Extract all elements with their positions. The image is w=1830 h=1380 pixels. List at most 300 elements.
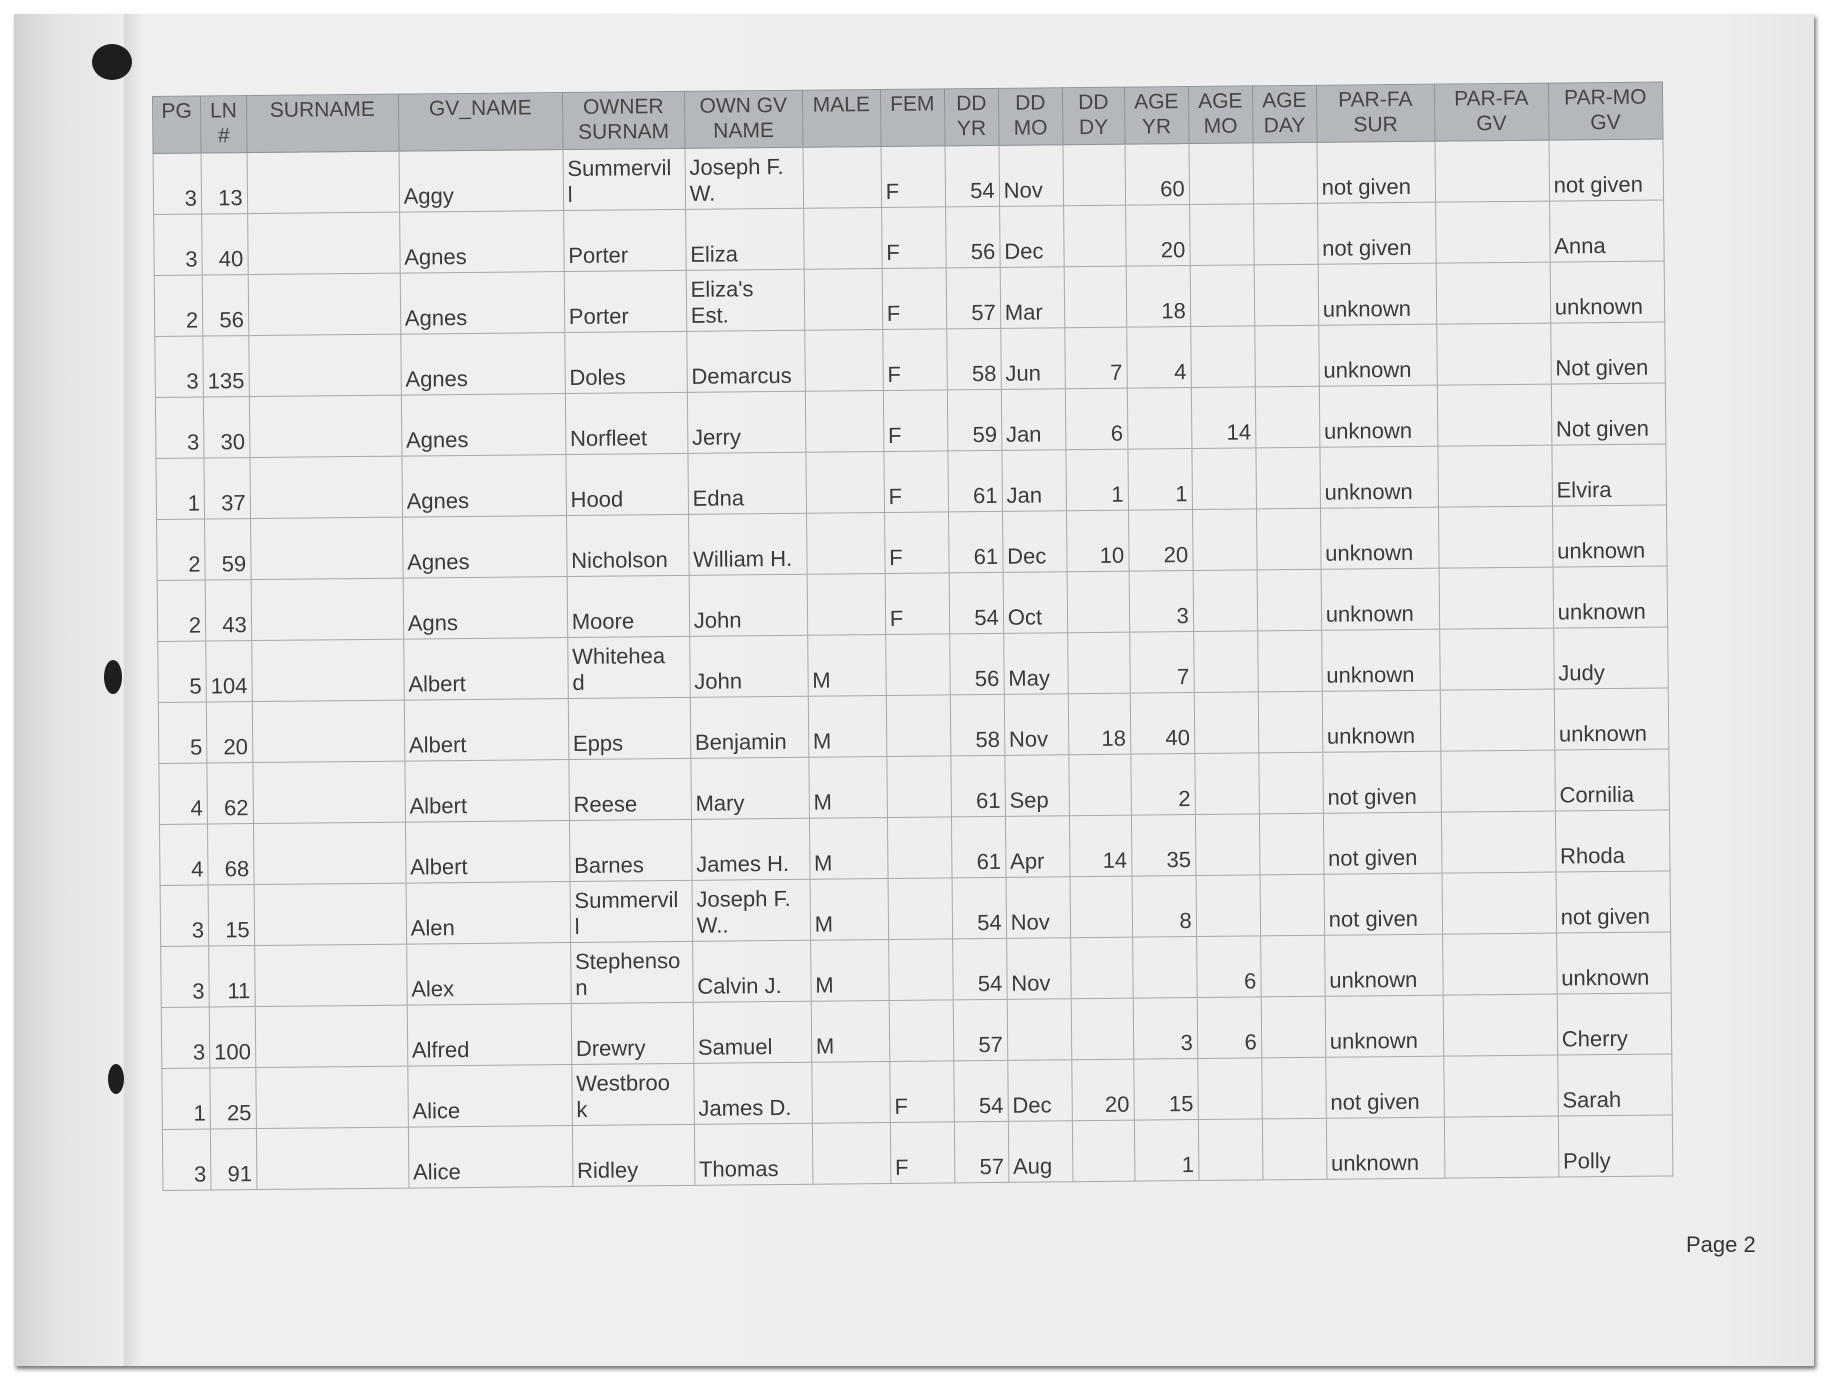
cell-fem: F	[881, 146, 946, 208]
cell-dd-mo	[1007, 999, 1072, 1061]
cell-par-fa-gv	[1439, 567, 1554, 629]
cell-age-mo	[1190, 265, 1255, 327]
cell-dd-yr: 57	[954, 1121, 1009, 1183]
cell-fem: F	[890, 1061, 955, 1123]
cell-dd-yr: 59	[947, 389, 1002, 451]
cell-fem: F	[883, 390, 948, 452]
cell-own-gv-name: William H.	[688, 513, 807, 575]
header-line: GV_NAME	[428, 96, 532, 121]
cell-dd-mo: Aug	[1008, 1121, 1073, 1183]
cell-age-day	[1254, 325, 1319, 387]
cell-dd-dy	[1070, 937, 1133, 999]
cell-age-mo	[1198, 1119, 1263, 1181]
page-fold-shadow	[124, 14, 144, 1366]
cell-age-mo	[1192, 448, 1257, 510]
cell-par-mo-gv: unknown	[1550, 261, 1665, 323]
cell-surname	[253, 822, 406, 884]
cell-age-day	[1255, 386, 1320, 448]
cell-own-gv-name: Thomas	[694, 1123, 813, 1185]
cell-owner-surnam: Hood	[566, 453, 689, 515]
cell-par-fa-sur: not given	[1323, 751, 1442, 813]
cell-owner-surnam: Reese	[569, 758, 692, 820]
cell-surname	[250, 456, 403, 518]
cell-age-yr: 18	[1126, 266, 1191, 328]
cell-owner-surnam: Ridley	[572, 1124, 695, 1186]
cell-gv-name: Albert	[403, 638, 568, 701]
cell-age-yr	[1127, 388, 1192, 450]
cell-dd-yr: 61	[948, 450, 1003, 512]
cell-par-mo-gv: not given	[1549, 139, 1664, 201]
cell-dd-dy: 7	[1064, 327, 1127, 389]
cell-pg: 5	[158, 702, 207, 763]
cell-surname	[254, 883, 407, 945]
cell-dd-mo: Oct	[1003, 572, 1068, 634]
cell-male: M	[811, 1000, 890, 1062]
column-header-dd-yr	[944, 88, 999, 146]
cell-par-mo-gv: Judy	[1553, 627, 1668, 689]
cell-dd-mo: Nov	[999, 145, 1064, 207]
cell-ln: 100	[209, 1007, 255, 1068]
records-table	[152, 81, 1673, 1190]
cell-male: M	[810, 878, 889, 940]
cell-pg: 3	[155, 336, 204, 397]
header-line: SURNAME	[269, 97, 375, 122]
cell-surname	[250, 517, 403, 579]
cell-fem: F	[884, 512, 949, 574]
cell-par-mo-gv: unknown	[1556, 932, 1671, 994]
cell-own-gv-name: Benjamin	[690, 696, 809, 758]
cell-dd-yr: 56	[949, 633, 1004, 695]
column-header-age-day	[1252, 85, 1317, 143]
cell-dd-dy: 10	[1066, 510, 1129, 572]
cell-pg: 3	[154, 214, 203, 275]
cell-age-day	[1254, 264, 1319, 326]
cell-par-fa-gv	[1441, 811, 1556, 873]
header-line: DD	[956, 91, 987, 116]
cell-age-yr: 40	[1130, 693, 1195, 755]
cell-fem	[888, 939, 953, 1001]
cell-par-fa-sur: unknown	[1318, 263, 1437, 325]
column-header-own-gv-name	[684, 90, 803, 148]
cell-pg: 2	[157, 519, 206, 580]
cell-owner-surnam: Barnes	[569, 819, 692, 881]
header-line: PAR-FA	[1454, 86, 1529, 111]
cell-gv-name: Agnes	[401, 333, 566, 396]
cell-dd-mo: Nov	[1006, 877, 1071, 939]
cell-own-gv-name: Demarcus	[687, 330, 806, 392]
cell-age-mo	[1194, 692, 1259, 754]
cell-male	[812, 1061, 891, 1123]
document-page	[14, 14, 1814, 1366]
cell-surname	[249, 334, 402, 396]
cell-age-day	[1259, 752, 1324, 814]
cell-surname	[256, 1127, 409, 1189]
cell-par-fa-gv	[1443, 1055, 1558, 1117]
cell-owner-surnam: Porter	[564, 270, 687, 332]
cell-age-yr: 2	[1131, 754, 1196, 816]
cell-par-mo-gv: Elvira	[1552, 444, 1667, 506]
cell-age-day	[1258, 691, 1323, 753]
column-header-pg	[153, 96, 202, 153]
cell-par-fa-gv	[1441, 750, 1556, 812]
cell-dd-mo: Dec	[1008, 1060, 1073, 1122]
header-line: DY	[1078, 115, 1109, 140]
cell-pg: 3	[161, 1007, 210, 1068]
cell-dd-yr: 54	[949, 572, 1004, 634]
cell-age-yr: 4	[1126, 327, 1191, 389]
cell-age-day	[1261, 996, 1326, 1058]
cell-age-mo	[1195, 814, 1260, 876]
cell-dd-mo: May	[1003, 633, 1068, 695]
column-header-par-fa-sur	[1316, 84, 1435, 142]
cell-owner-surnam: Stephenso n	[570, 941, 693, 1003]
cell-age-mo	[1195, 753, 1260, 815]
cell-fem: F	[884, 451, 949, 513]
cell-par-fa-sur: unknown	[1320, 507, 1439, 569]
cell-dd-dy: 1	[1066, 449, 1129, 511]
binder-hole-bottom	[108, 1064, 124, 1094]
cell-par-fa-gv	[1442, 933, 1557, 995]
header-line: YR	[956, 116, 987, 141]
cell-male	[803, 208, 882, 270]
cell-pg: 5	[158, 641, 207, 702]
cell-owner-surnam: Epps	[568, 697, 691, 759]
cell-own-gv-name: John	[689, 574, 808, 636]
cell-pg: 3	[155, 397, 204, 458]
cell-gv-name: Agns	[403, 577, 568, 640]
cell-dd-dy	[1072, 1120, 1135, 1182]
cell-pg: 3	[153, 153, 202, 214]
cell-dd-yr: 57	[946, 267, 1001, 329]
cell-par-fa-gv	[1444, 1116, 1559, 1178]
cell-gv-name: Albert	[404, 699, 569, 762]
cell-age-mo: 14	[1191, 387, 1256, 449]
header-line: PAR-FA	[1338, 87, 1413, 112]
cell-par-mo-gv: unknown	[1552, 505, 1667, 567]
cell-surname	[256, 1066, 409, 1128]
cell-age-yr	[1132, 937, 1197, 999]
cell-fem	[887, 817, 952, 879]
cell-age-day	[1253, 142, 1318, 204]
cell-male: M	[807, 634, 886, 696]
cell-dd-yr: 54	[952, 877, 1007, 939]
cell-age-mo	[1193, 570, 1258, 632]
table-body	[153, 139, 1673, 1190]
column-header-age-yr	[1124, 87, 1189, 145]
cell-dd-dy	[1070, 876, 1133, 938]
header-line: MO	[1203, 114, 1238, 138]
cell-dd-yr: 54	[952, 938, 1007, 1000]
cell-fem	[885, 634, 950, 696]
cell-age-yr: 1	[1134, 1120, 1199, 1182]
cell-dd-mo: Mar	[1000, 267, 1065, 329]
cell-male	[803, 147, 882, 209]
cell-ln: 91	[210, 1129, 256, 1190]
header-line: GV	[1590, 110, 1621, 135]
cell-age-day	[1262, 1057, 1327, 1119]
cell-par-fa-sur: unknown	[1321, 629, 1440, 691]
cell-surname	[251, 578, 404, 640]
cell-male	[804, 269, 883, 331]
cell-dd-dy: 6	[1065, 388, 1128, 450]
cell-owner-surnam: Doles	[565, 331, 688, 393]
column-header-par-fa-gv	[1434, 83, 1549, 141]
cell-gv-name: Albert	[405, 821, 570, 884]
cell-own-gv-name: James H.	[691, 818, 810, 880]
cell-ln: 62	[207, 763, 253, 824]
cell-age-day	[1253, 203, 1318, 265]
cell-age-day	[1257, 630, 1322, 692]
column-header-male	[802, 90, 881, 148]
header-line: SUR	[1353, 113, 1398, 137]
cell-own-gv-name: Eliza's Est.	[686, 269, 805, 331]
cell-fem: F	[881, 207, 946, 269]
cell-dd-yr: 61	[951, 755, 1006, 817]
cell-dd-dy	[1064, 266, 1127, 328]
cell-gv-name: Alex	[406, 943, 571, 1006]
cell-dd-yr: 54	[945, 145, 1000, 207]
cell-par-fa-gv	[1436, 262, 1551, 324]
cell-age-yr: 8	[1132, 876, 1197, 938]
cell-own-gv-name: Jerry	[687, 391, 806, 453]
header-line: NAME	[713, 119, 775, 143]
header-line: AGE	[1134, 90, 1179, 114]
cell-dd-dy	[1067, 632, 1130, 694]
header-line: SURNAM	[577, 120, 670, 144]
cell-par-fa-gv	[1442, 872, 1557, 934]
cell-par-mo-gv: unknown	[1553, 566, 1668, 628]
cell-par-mo-gv: Cornilia	[1555, 749, 1670, 811]
cell-owner-surnam: Summervil l	[570, 880, 693, 942]
cell-male	[805, 390, 884, 452]
cell-par-fa-sur: unknown	[1318, 324, 1437, 386]
cell-own-gv-name: Mary	[691, 757, 810, 819]
cell-dd-mo: Dec	[1002, 511, 1067, 573]
cell-dd-dy: 18	[1068, 693, 1131, 755]
cell-dd-yr: 54	[954, 1060, 1009, 1122]
cell-fem	[888, 878, 953, 940]
cell-surname	[254, 944, 407, 1006]
column-header-dd-mo	[998, 88, 1063, 146]
cell-surname	[253, 761, 406, 823]
binder-hole-top	[92, 44, 132, 80]
cell-ln: 37	[204, 458, 250, 519]
cell-male: M	[808, 695, 887, 757]
cell-par-fa-sur: unknown	[1325, 995, 1444, 1057]
records-table-wrapper	[152, 81, 1673, 1190]
cell-par-mo-gv: Not given	[1551, 383, 1666, 445]
cell-surname	[252, 700, 405, 762]
header-line: FEM	[890, 92, 935, 116]
cell-gv-name: Aggy	[399, 150, 564, 213]
header-line: OWNER	[582, 95, 664, 119]
header-line: PAR-MO	[1563, 85, 1647, 110]
cell-male	[807, 573, 886, 635]
cell-par-fa-gv	[1438, 506, 1553, 568]
cell-male	[806, 451, 885, 513]
column-header-surname	[246, 94, 399, 152]
cell-surname	[251, 639, 404, 701]
cell-par-fa-gv	[1443, 994, 1558, 1056]
cell-dd-mo: Apr	[1005, 816, 1070, 878]
cell-par-mo-gv: not given	[1556, 871, 1671, 933]
cell-pg: 3	[160, 885, 209, 946]
cell-dd-mo: Nov	[1006, 938, 1071, 1000]
column-header-ln	[201, 96, 247, 153]
cell-par-fa-sur: unknown	[1322, 690, 1441, 752]
cell-surname	[249, 395, 402, 457]
cell-own-gv-name: Eliza	[685, 208, 804, 270]
cell-fem	[886, 695, 951, 757]
cell-ln: 30	[203, 397, 249, 458]
cell-age-day	[1259, 813, 1324, 875]
cell-surname	[247, 151, 400, 213]
cell-own-gv-name: James D.	[694, 1062, 813, 1124]
cell-pg: 2	[154, 275, 203, 336]
cell-dd-yr: 61	[951, 816, 1006, 878]
cell-par-fa-sur: unknown	[1324, 934, 1443, 996]
cell-par-mo-gv: Cherry	[1557, 993, 1672, 1055]
header-line: AGE	[1198, 89, 1243, 113]
cell-par-fa-gv	[1436, 323, 1551, 385]
cell-ln: 15	[208, 885, 254, 946]
cell-age-day	[1262, 1118, 1327, 1180]
page-number: Page 2	[1686, 1232, 1756, 1257]
cell-ln: 25	[210, 1068, 256, 1129]
cell-pg: 3	[162, 1129, 211, 1190]
cell-par-fa-sur: unknown	[1321, 568, 1440, 630]
cell-gv-name: Agnes	[402, 455, 567, 518]
cell-par-fa-gv	[1440, 689, 1555, 751]
cell-dd-dy	[1069, 754, 1132, 816]
cell-dd-dy	[1067, 571, 1130, 633]
cell-own-gv-name: John	[689, 635, 808, 697]
cell-ln: 59	[205, 519, 251, 580]
cell-par-fa-gv	[1438, 445, 1553, 507]
cell-par-mo-gv: Not given	[1550, 322, 1665, 384]
header-line: DD	[1015, 91, 1046, 115]
cell-par-mo-gv: unknown	[1554, 688, 1669, 750]
header-line: MALE	[812, 93, 871, 117]
cell-ln: 40	[202, 214, 248, 275]
cell-dd-yr: 57	[953, 999, 1008, 1061]
cell-dd-mo: Jan	[1002, 450, 1067, 512]
cell-owner-surnam: Summervil l	[563, 148, 686, 210]
cell-surname	[247, 212, 400, 274]
cell-age-mo	[1189, 143, 1254, 205]
cell-age-day	[1257, 569, 1322, 631]
cell-dd-mo: Jan	[1001, 389, 1066, 451]
cell-own-gv-name: Samuel	[693, 1001, 812, 1063]
cell-fem: F	[885, 573, 950, 635]
cell-par-fa-sur: unknown	[1320, 446, 1439, 508]
cell-owner-surnam: Norfleet	[565, 392, 688, 454]
cell-ln: 20	[206, 702, 252, 763]
cell-dd-dy	[1063, 205, 1126, 267]
column-header-dd-dy	[1062, 87, 1125, 145]
cell-owner-surnam: Nicholson	[566, 514, 689, 576]
column-header-owner-surnam	[562, 91, 685, 149]
cell-par-fa-gv	[1435, 201, 1550, 263]
cell-age-yr: 20	[1125, 205, 1190, 267]
cell-own-gv-name: Edna	[688, 452, 807, 514]
cell-dd-dy	[1071, 998, 1134, 1060]
cell-age-yr: 1	[1128, 449, 1193, 511]
cell-age-day	[1256, 447, 1321, 509]
cell-owner-surnam: Drewry	[571, 1002, 694, 1064]
cell-owner-surnam: Westbroo k	[572, 1063, 695, 1125]
cell-age-mo	[1198, 1058, 1263, 1120]
cell-surname	[248, 273, 401, 335]
cell-dd-yr: 61	[948, 511, 1003, 573]
header-line: YR	[1141, 115, 1172, 139]
cell-age-day	[1260, 935, 1325, 997]
cell-par-fa-gv	[1439, 628, 1554, 690]
cell-par-mo-gv: Anna	[1549, 200, 1664, 262]
cell-gv-name: Agnes	[401, 394, 566, 457]
cell-own-gv-name: Joseph F. W.	[685, 147, 804, 209]
cell-age-yr: 60	[1125, 144, 1190, 206]
cell-gv-name: Agnes	[400, 272, 565, 335]
cell-dd-yr: 56	[945, 206, 1000, 268]
cell-fem: F	[882, 329, 947, 391]
cell-fem: F	[882, 268, 947, 330]
cell-par-fa-sur: not given	[1326, 1056, 1445, 1118]
cell-age-mo	[1192, 509, 1257, 571]
cell-age-yr: 35	[1131, 815, 1196, 877]
cell-age-day	[1256, 508, 1321, 570]
header-line: MO	[1013, 116, 1048, 140]
cell-pg: 1	[162, 1068, 211, 1129]
cell-pg: 2	[157, 580, 206, 641]
cell-age-yr: 3	[1129, 571, 1194, 633]
column-header-par-mo-gv	[1548, 82, 1663, 140]
column-header-fem	[880, 89, 945, 147]
cell-ln: 104	[206, 641, 252, 702]
cell-owner-surnam: Whitehea d	[567, 636, 690, 698]
header-line: DAY	[1263, 113, 1306, 138]
header-line: #	[217, 124, 230, 148]
cell-ln: 13	[201, 153, 247, 214]
cell-age-mo: 6	[1196, 936, 1261, 998]
cell-gv-name: Alfred	[407, 1004, 572, 1067]
cell-pg: 3	[161, 946, 210, 1007]
cell-fem: F	[890, 1122, 955, 1184]
cell-par-mo-gv: Sarah	[1557, 1054, 1672, 1116]
cell-dd-mo: Dec	[999, 206, 1064, 268]
cell-male: M	[809, 817, 888, 879]
cell-par-fa-sur: not given	[1324, 873, 1443, 935]
cell-age-mo	[1189, 204, 1254, 266]
cell-dd-yr: 58	[946, 328, 1001, 390]
cell-gv-name: Alice	[408, 1126, 573, 1189]
cell-pg: 4	[159, 763, 208, 824]
cell-pg: 4	[159, 824, 208, 885]
cell-age-mo	[1190, 326, 1255, 388]
header-line: LN	[209, 99, 238, 123]
cell-age-yr: 3	[1133, 998, 1198, 1060]
cell-age-yr: 20	[1128, 510, 1193, 572]
header-line: DD	[1078, 90, 1109, 115]
cell-own-gv-name: Joseph F. W..	[692, 879, 811, 941]
header-line: AGE	[1262, 88, 1307, 113]
cell-fem	[889, 1000, 954, 1062]
cell-par-fa-sur: not given	[1323, 812, 1442, 874]
cell-dd-dy	[1063, 144, 1126, 206]
cell-age-yr: 15	[1134, 1059, 1199, 1121]
cell-age-mo	[1196, 875, 1261, 937]
cell-ln: 43	[205, 580, 251, 641]
